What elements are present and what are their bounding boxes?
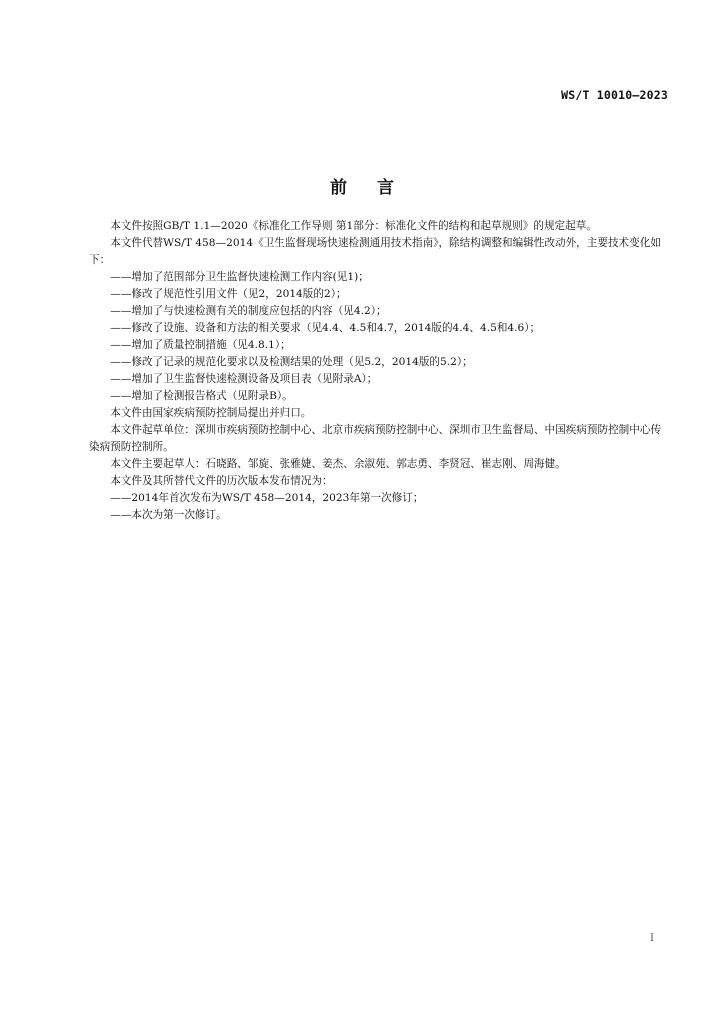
- title-char-2: 言: [377, 178, 394, 198]
- change-item: ——增加了范围部分卫生监督快速检测工作内容(见1)；: [110, 271, 369, 283]
- paragraph-history-intro: 本文件及其所替代文件的历次版本发布情况为：: [110, 475, 333, 487]
- standard-code: WS/T 10010—2023: [561, 88, 668, 102]
- history-item: ——本次为第一次修订。: [110, 509, 227, 521]
- change-item: ——修改了设施、设备和方法的相关要求（见4.4、4.5和4.7，2014版的4.4、4.5和4.6）；: [110, 322, 541, 334]
- change-item: ——修改了记录的规范化要求以及检测结果的处理（见5.2，2014版的5.2）；: [110, 356, 473, 368]
- change-item: ——增加了检测报告格式（见附录B）。: [110, 390, 293, 402]
- change-item: ——增加了质量控制措施（见4.8.1）；: [110, 339, 291, 351]
- paragraph-replacement: 本文件代替WS/T 458—2014《卫生监督现场快速检测通用技术指南》，除结构调整和编辑性改动外，主要技术变化如下：: [89, 237, 661, 266]
- change-item: ——修改了规范性引用文件（见2，2014版的2）；: [110, 288, 347, 300]
- page-title: [0, 173, 724, 198]
- history-item: ——2014年首次发布为WS/T 458—2014，2023年第一次修订；: [110, 492, 424, 504]
- change-item: ——增加了与快速检测有关的制度应包括的内容（见4.2）；: [110, 305, 387, 317]
- paragraph-proposer: 本文件由国家疾病预防控制局提出并归口。: [110, 407, 312, 419]
- change-item: ——增加了卫生监督快速检测设备及项目表（见附录A）；: [110, 373, 378, 385]
- paragraph-drafting-units: 本文件起草单位：深圳市疾病预防控制中心、北京市疾病预防控制中心、深圳市卫生监督局、中国疾病预防控制中心传染病预防控制所。: [89, 424, 662, 453]
- foreword-body: [89, 218, 667, 524]
- paragraph-drafters: 本文件主要起草人：石晓路、邹旋、张雅婕、姜杰、余淑苑、郭志勇、李贤冠、崔志刚、周海健。: [110, 458, 566, 470]
- page-number: I: [650, 933, 654, 944]
- paragraph-drafting-rules: 本文件按照GB/T 1.1—2020《标准化工作导则 第1部分：标准化文件的结构和起草规则》的规定起草。: [110, 220, 597, 232]
- title-char-1: 前: [330, 178, 347, 198]
